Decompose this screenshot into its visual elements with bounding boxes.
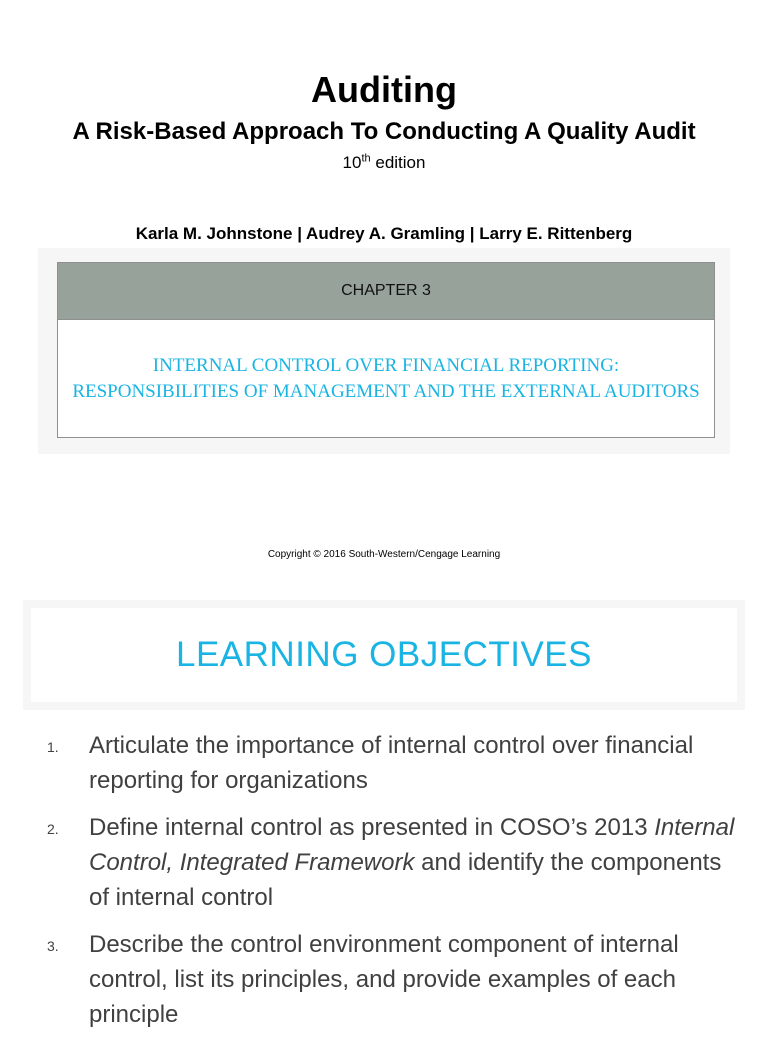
learning-objectives-heading: LEARNING OBJECTIVES — [176, 635, 592, 674]
list-item-text: Describe the control environment component of internal control, list its principles, and provide examples of each principle — [89, 931, 679, 1028]
book-title: Auditing — [311, 69, 457, 110]
book-subtitle: A Risk-Based Approach To Conducting A Quality Audit — [72, 118, 696, 145]
learning-objectives-header — [31, 608, 737, 702]
list-item-text: Articulate the importance of internal control over financial reporting for organizations — [89, 732, 694, 794]
edition-suffix: th — [361, 152, 371, 165]
list-item-number: 2. — [47, 821, 59, 837]
objectives-list — [0, 728, 768, 1044]
learning-objectives-frame — [23, 600, 745, 710]
list-item — [0, 728, 768, 798]
authors: Karla M. Johnstone | Audrey A. Gramling | Larry E. Rittenberg — [135, 224, 633, 243]
list-item-text: and identify the components of internal control — [89, 849, 722, 911]
chapter-label: CHAPTER 3 — [58, 263, 714, 320]
list-item — [0, 927, 768, 1032]
copyright: Copyright © 2016 South-Western/Cengage Learning — [267, 549, 501, 560]
list-item-number: 1. — [47, 739, 59, 755]
list-item — [0, 810, 768, 915]
list-item-number: 3. — [47, 938, 59, 954]
chapter-box — [57, 262, 715, 438]
edition-number: 10 — [342, 153, 362, 172]
edition-label: edition — [370, 153, 426, 172]
chapter-title: INTERNAL CONTROL OVER FINANCIAL REPORTING: RESPONSIBILITIES OF MANAGEMENT AND THE EXTERNAL AUDITORS — [72, 354, 700, 402]
list-item-text: Define internal control as presented in COSO’s 2013 — [89, 814, 655, 841]
list-item-italic-text: Internal Control, Integrated Framework — [89, 814, 735, 876]
edition — [0, 150, 768, 176]
